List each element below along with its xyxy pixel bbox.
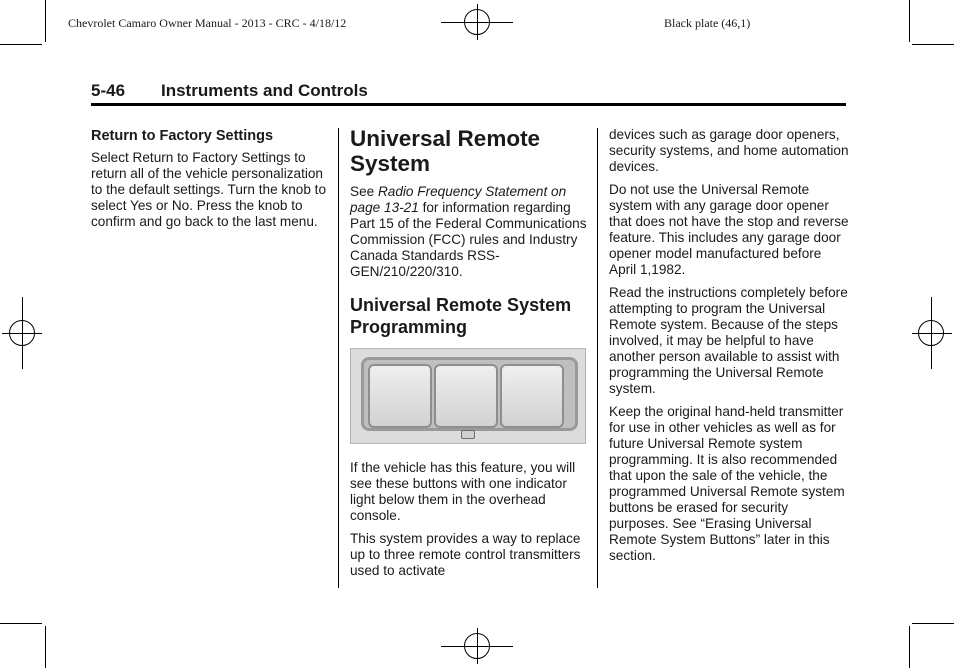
paragraph: Do not use the Universal Remote system with any garage door opener that does not have the stop and reverse feature. This includes any garage door opener model manufactured before April 1,1982. [609, 182, 849, 277]
column-divider [597, 128, 598, 588]
button-panel [361, 357, 578, 431]
paragraph: Keep the original hand-held transmitter for use in other vehicles as well as for future Universal Remote system programming. It is also recommended that upon the sale of the vehicle, the programmed Universal Remote system buttons be erased for security purposes. See “Erasing Universal Remote System Buttons” later in this section. [609, 404, 845, 563]
plate-label: Black plate (46,1) [664, 16, 751, 30]
cross-reference-link[interactable]: Radio Frequency Statement on page 13-21 [350, 184, 567, 215]
column-3 [609, 127, 849, 571]
paragraph: devices such as garage door openers, security systems, and home automation devices. [609, 127, 849, 174]
remote-button-2 [434, 364, 498, 428]
remote-button-3 [500, 364, 564, 428]
column-divider [338, 128, 339, 588]
page-header [91, 81, 846, 106]
indicator-light-icon [461, 430, 475, 439]
column-2 [350, 126, 590, 586]
paragraph: This system provides a way to replace up to three remote control transmitters used to activate [350, 531, 581, 578]
overhead-console-illustration [350, 348, 586, 444]
section-title: Instruments and Controls [161, 81, 368, 100]
plate-title: Chevrolet Camaro Owner Manual - 2013 - CRC - 4/18/12 [68, 16, 347, 30]
page-number: 5-46 [91, 81, 126, 100]
paragraph: Read the instructions completely before attempting to program the Universal Remote system. Because of the steps involved, it may be helpful to have another person available to assist with programming the Universal Remote system. [609, 285, 848, 396]
section-heading: Universal Remote System [350, 126, 541, 176]
paragraph: See Radio Frequency Statement on page 13-21 for information regarding Part 15 of the Federal Communications Commission (FCC) rules and Industry Canada Standards RSS-GEN/210/220/310. [350, 184, 587, 279]
paragraph: If the vehicle has this feature, you will see these buttons with one indicator light below them in the overhead console. [350, 460, 576, 523]
subsection-heading: Universal Remote System Programming [350, 295, 572, 337]
column-1 [91, 128, 331, 237]
remote-button-1 [368, 364, 432, 428]
paragraph: Select Return to Factory Settings to return all of the vehicle personalization to the default settings. Turn the knob to select Yes or No. Press the knob to confirm and go back to the last menu. [91, 150, 327, 229]
subheading: Return to Factory Settings [91, 128, 274, 144]
